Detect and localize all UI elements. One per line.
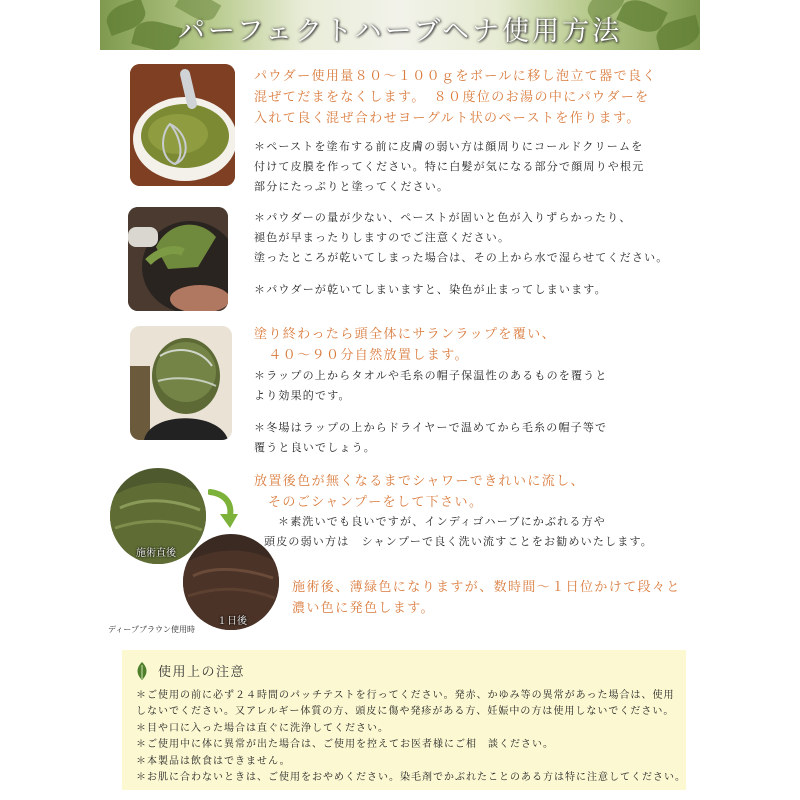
step1-note: 付けて皮膜を作ってください。特に白髪が気になる部分で顔周りや根元	[254, 160, 645, 173]
step1-note: 部分にたっぷりと塗ってください。	[254, 180, 450, 193]
caution-item: ＊ご使用中に体に異常が出た場合は、ご使用を控えてお医者様にご相 談ください。	[136, 739, 554, 751]
step4-result-line: 濃い色に発色します。	[292, 601, 435, 616]
step1-line: 混ぜてだまをなくします。 ８０度位のお湯の中にパウダーを	[254, 90, 650, 105]
caution-item: ＊本製品は飲食はできません。	[136, 755, 291, 767]
step3-note: ＊ラップの上からタオルや毛糸の帽子保温性のあるものを覆うと	[254, 369, 608, 382]
step3-notes2	[254, 418, 607, 458]
step1-text	[254, 66, 657, 129]
step4-note: ＊素洗いでも良いですが、インディゴハーブにかぶれる方や	[278, 515, 606, 528]
arrow-icon	[208, 488, 238, 530]
step1-note: ＊ペーストを塗布する前に皮膚の弱い方は顔周りにコールドクリームを	[254, 140, 644, 153]
caption-after: １日後	[217, 616, 247, 627]
step3-line: ４０～９０分自然放置します。	[254, 348, 469, 363]
caption-before: 施術直後	[136, 548, 176, 559]
photo-before	[110, 468, 206, 564]
step3-line: 塗り終わったら頭全体にサランラップを覆い、	[254, 327, 557, 342]
page-title: パーフェクトハーブヘナ使用方法	[177, 16, 623, 47]
step3-note: 覆うと良いでしょう。	[254, 441, 376, 454]
caution-heading: 使用上の注意	[158, 665, 246, 680]
step4-text	[254, 471, 585, 513]
step3-note: より効果的です。	[254, 389, 351, 402]
photo-mixing-bowl	[130, 64, 235, 186]
step4-line: 放置後色が無くなるまでシャワーできれいに流し、	[254, 474, 585, 489]
step1-line: パウダー使用量８０～１００ｇをボールに移し泡立て器で良く	[254, 69, 657, 84]
caution-list	[136, 688, 686, 786]
caption-color: ディープブラウン使用時	[108, 625, 195, 634]
step4-line: そのごシャンプーをして下さい。	[268, 495, 484, 510]
caution-item: ＊ご使用の前に必ず２４時間のパッチテストを行ってください。発赤、かゆみ等の異常があった場合は、使用	[136, 690, 675, 701]
step2-note: ＊パウダーの量が少ない、ペーストが固いと色が入りずらかったり、	[254, 211, 632, 224]
step1-notes	[254, 137, 644, 197]
step4-result	[292, 577, 681, 619]
caution-item: ＊目や口に入った場合は直ぐに洗浄してください。	[136, 722, 389, 734]
step4-notes	[264, 512, 653, 552]
photo-applying-paste	[128, 207, 228, 311]
caution-item: しないでください。又アレルギー体質の方、頭皮に傷や発疹がある方、妊娠中の方は使用しないでください。	[136, 706, 675, 718]
leaf-icon	[136, 662, 148, 680]
photo-wrapped-head	[130, 326, 232, 440]
step2-notes	[254, 208, 668, 268]
step2-note: 褪色が早まったりしますのでご注意ください。	[254, 231, 511, 244]
step3-note: ＊冬場はラップの上からドライヤーで温めてから毛糸の帽子等で	[254, 421, 608, 434]
step2-note: ＊パウダーが乾いてしまいますと、染色が止まってしまいます。	[254, 283, 607, 296]
caution-box	[122, 650, 686, 790]
step3-notes	[254, 366, 608, 406]
caution-item: ＊お肌に合わないときは、ご使用をおやめください。染毛剤でかぶれたことのある方は特に注意してください。	[136, 772, 686, 784]
step3-text	[254, 324, 556, 366]
step4-result-line: 施術後、薄緑色になりますが、数時間～１日位かけて段々と	[292, 580, 681, 595]
step1-line: 入れて良く混ぜ合わせヨーグルト状のペーストを作ります。	[254, 111, 641, 126]
header-banner	[100, 0, 700, 50]
step2-note2	[254, 280, 607, 300]
step4-note: 頭皮の弱い方は シャンプーで良く洗い流すことをお勧めいたします。	[264, 535, 653, 548]
step2-note: 塗ったところが乾いてしまった場合は、その上から水で湿らせてください。	[254, 251, 669, 264]
